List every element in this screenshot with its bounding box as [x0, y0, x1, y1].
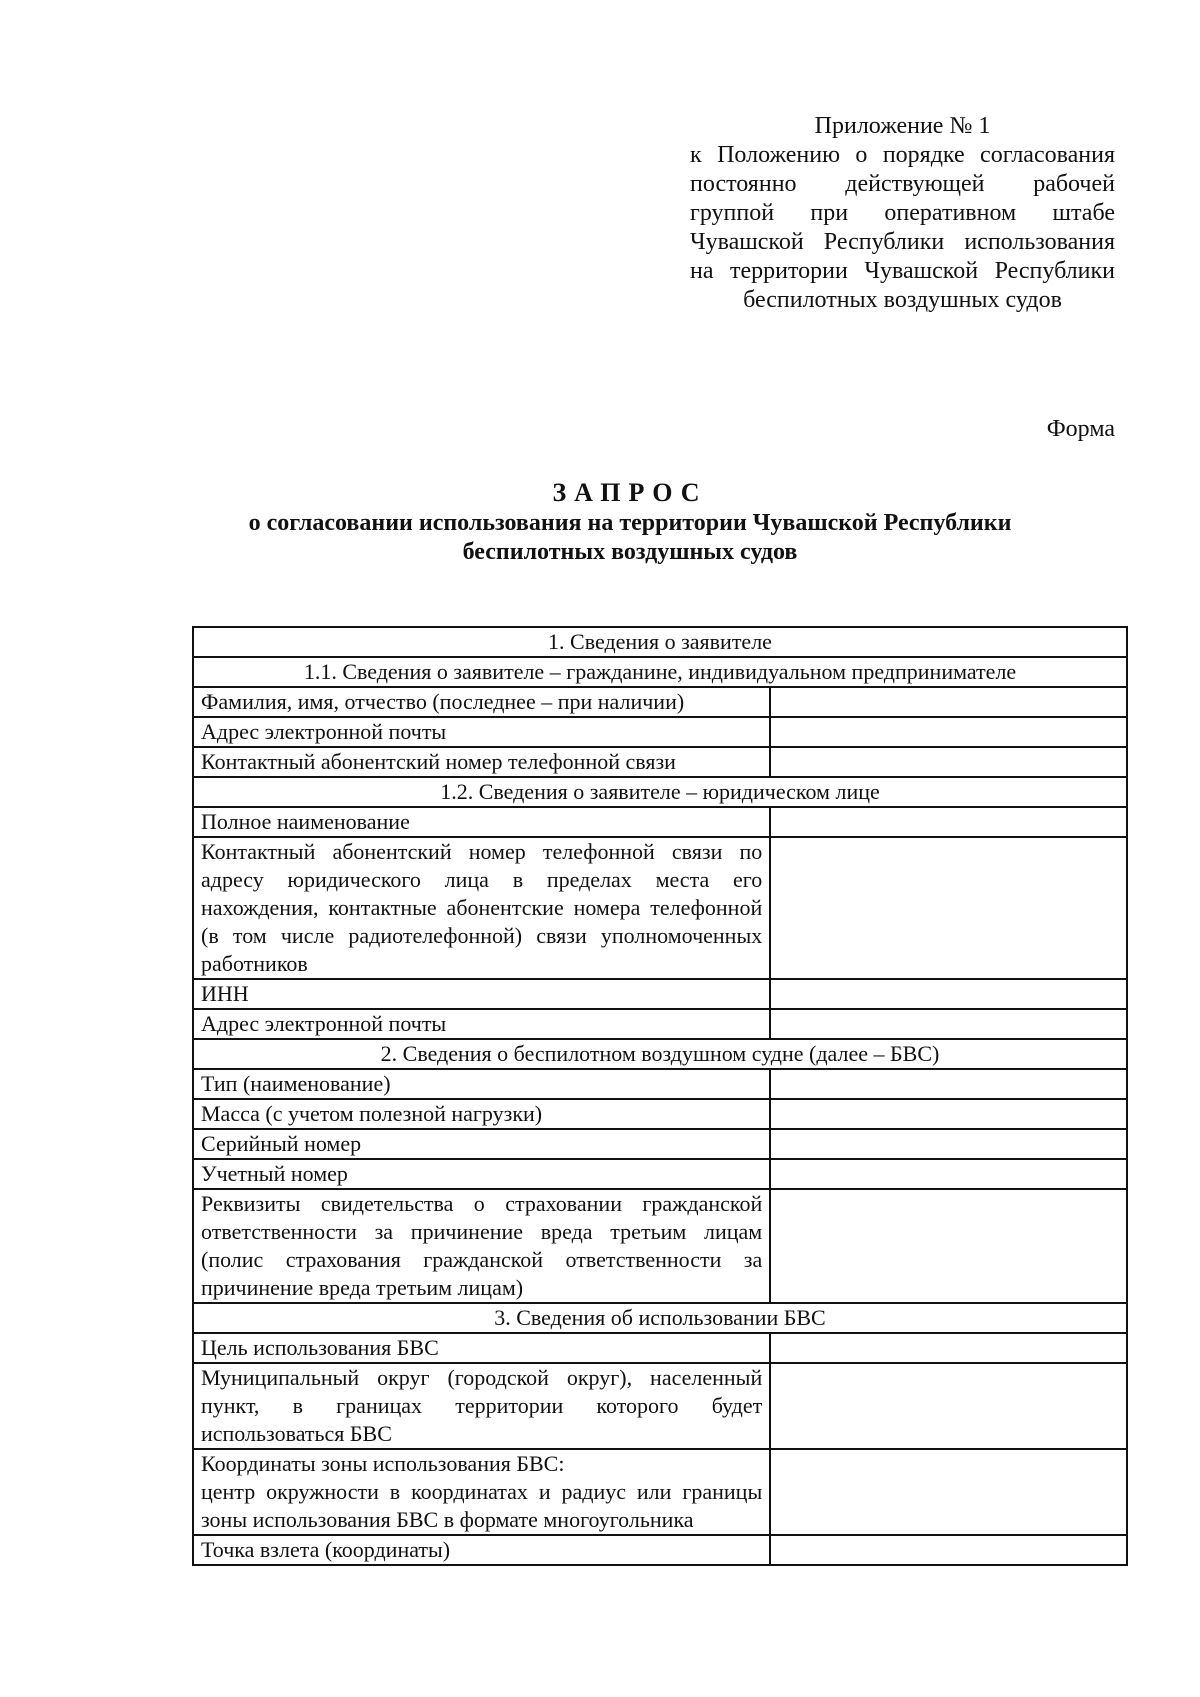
table-row	[193, 837, 1127, 979]
section-header-legal-entity: 1.2. Сведения о заявителе – юридическом лице	[193, 777, 1127, 807]
section-row	[193, 657, 1127, 687]
field-value-full-name[interactable]	[770, 687, 1127, 717]
table-row	[193, 1333, 1127, 1363]
field-value-insurance[interactable]	[770, 1189, 1127, 1303]
table-row	[193, 747, 1127, 777]
section-header-applicant: 1. Сведения о заявителе	[193, 627, 1127, 657]
table-row	[193, 807, 1127, 837]
field-value-serial-number[interactable]	[770, 1129, 1127, 1159]
field-label-insurance: Реквизиты свидетельства о страховании гражданской ответственности за причинение вреда третьим лицам (полис страхования гражданской ответственности за причинение вреда третьим лицам)	[193, 1189, 770, 1303]
field-value-registration-number[interactable]	[770, 1159, 1127, 1189]
field-label-email-org: Адрес электронной почты	[193, 1009, 770, 1039]
field-label-registration-number: Учетный номер	[193, 1159, 770, 1189]
field-label-uav-type: Тип (наименование)	[193, 1069, 770, 1099]
document-title: ЗАПРОС	[552, 478, 708, 507]
field-label-serial-number: Серийный номер	[193, 1129, 770, 1159]
section-row	[193, 1039, 1127, 1069]
document-subtitle-line2: беспилотных воздушных судов	[462, 539, 798, 565]
field-label-email-individual: Адрес электронной почты	[193, 717, 770, 747]
table-row	[193, 1099, 1127, 1129]
field-label-phone-individual: Контактный абонентский номер телефонной связи	[193, 747, 770, 777]
field-value-phone-individual[interactable]	[770, 747, 1127, 777]
field-label-zone-coordinates	[193, 1449, 770, 1535]
field-value-uav-mass[interactable]	[770, 1099, 1127, 1129]
field-value-email-org[interactable]	[770, 1009, 1127, 1039]
field-value-email-individual[interactable]	[770, 717, 1127, 747]
field-value-uav-type[interactable]	[770, 1069, 1127, 1099]
table-row	[193, 687, 1127, 717]
field-label-org-phones: Контактный абонентский номер телефонной связи по адресу юридического лица в пределах места его нахождения, контактные абонентские номера телефонной (в том числе радиотелефонной) связи уполномоченных работников	[193, 837, 770, 979]
appendix-body: к Положению о порядке согласования постоянно действующей рабочей группой при оперативном штабе Чувашской Республики использования на территории Чувашской Республики беспилотных воздушных судов	[690, 142, 1115, 313]
field-label-municipality: Муниципальный округ (городской округ), населенный пункт, в границах территории которого будет использоваться БВС	[193, 1363, 770, 1449]
section-row	[193, 627, 1127, 657]
field-value-org-phones[interactable]	[770, 837, 1127, 979]
table-row	[193, 1189, 1127, 1303]
zone-coordinates-title: Координаты зоны использования БВС:	[201, 1451, 565, 1476]
appendix-header	[690, 112, 1115, 315]
field-label-usage-purpose: Цель использования БВС	[193, 1333, 770, 1363]
field-value-inn[interactable]	[770, 979, 1127, 1009]
table-row	[193, 1535, 1127, 1565]
table-row	[193, 1449, 1127, 1535]
field-label-uav-mass: Масса (с учетом полезной нагрузки)	[193, 1099, 770, 1129]
field-value-municipality[interactable]	[770, 1363, 1127, 1449]
section-row	[193, 1303, 1127, 1333]
document-subtitle-line1: о согласовании использования на территории Чувашской Республики	[248, 510, 1012, 536]
section-header-individual: 1.1. Сведения о заявителе – гражданине, индивидуальном предпринимателе	[193, 657, 1127, 687]
form-label: Форма	[1046, 416, 1115, 442]
request-form-table	[192, 626, 1128, 1566]
appendix-title: Приложение № 1	[814, 113, 991, 139]
section-header-uav: 2. Сведения о беспилотном воздушном судне (далее – БВС)	[193, 1039, 1127, 1069]
field-label-org-name: Полное наименование	[193, 807, 770, 837]
table-row	[193, 1159, 1127, 1189]
table-row	[193, 979, 1127, 1009]
table-row	[193, 1069, 1127, 1099]
field-value-usage-purpose[interactable]	[770, 1333, 1127, 1363]
table-row	[193, 1363, 1127, 1449]
table-row	[193, 1129, 1127, 1159]
field-value-takeoff-point[interactable]	[770, 1535, 1127, 1565]
zone-coordinates-description: центр окружности в координатах и радиус или границы зоны использования БВС в формате многоугольника	[201, 1479, 763, 1532]
table-row	[193, 1009, 1127, 1039]
field-value-zone-coordinates[interactable]	[770, 1449, 1127, 1535]
document-heading	[150, 478, 1110, 567]
section-row	[193, 777, 1127, 807]
section-header-usage: 3. Сведения об использовании БВС	[193, 1303, 1127, 1333]
table-row	[193, 717, 1127, 747]
field-value-org-name[interactable]	[770, 807, 1127, 837]
field-label-takeoff-point: Точка взлета (координаты)	[193, 1535, 770, 1565]
field-label-full-name: Фамилия, имя, отчество (последнее – при наличии)	[193, 687, 770, 717]
field-label-inn: ИНН	[193, 979, 770, 1009]
